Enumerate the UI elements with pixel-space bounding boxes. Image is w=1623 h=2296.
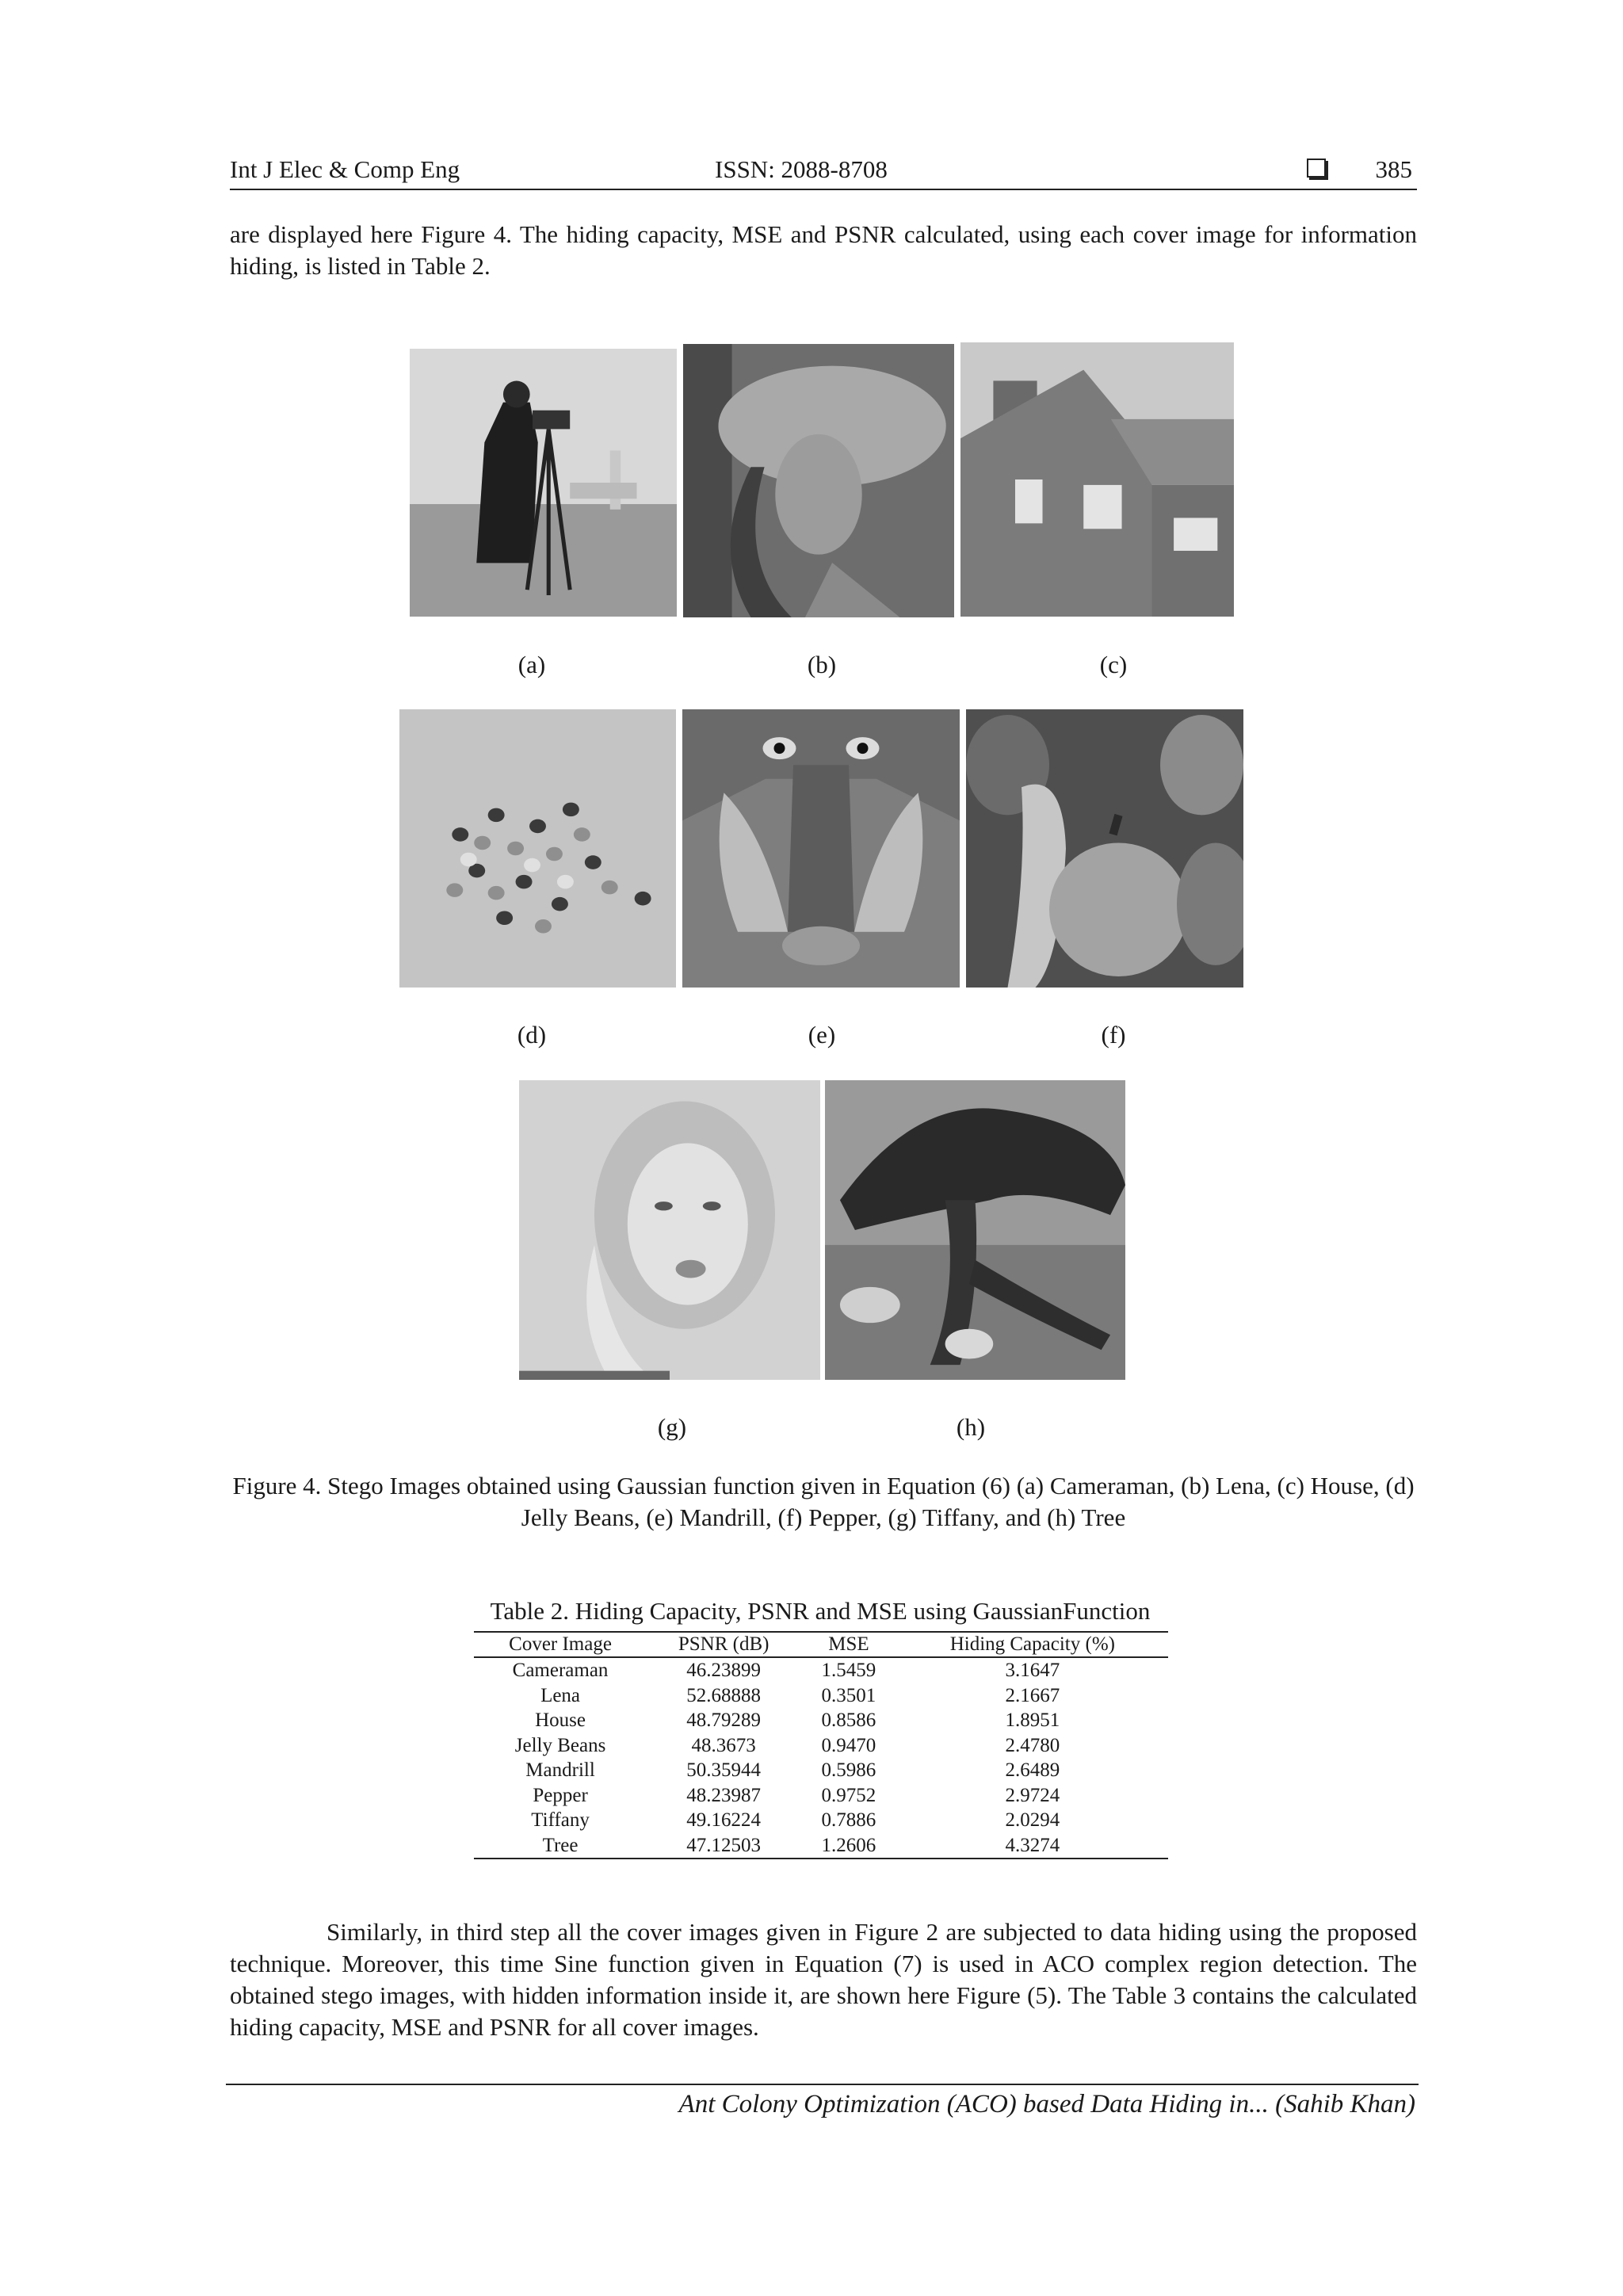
cell: 48.79289 xyxy=(686,1710,762,1731)
results-table xyxy=(474,1631,1168,1859)
cell: House xyxy=(535,1710,586,1731)
cell: 2.0294 xyxy=(1005,1809,1060,1831)
cell: 48.23987 xyxy=(686,1784,762,1806)
cell: 0.9470 xyxy=(821,1734,876,1756)
running-header xyxy=(230,152,1417,190)
journal-name: Int J Elec & Comp Eng xyxy=(230,155,460,183)
cell: 49.16224 xyxy=(686,1809,762,1831)
cell: 47.12503 xyxy=(686,1834,762,1856)
table-row xyxy=(474,1683,1168,1709)
cell: 1.5459 xyxy=(821,1660,876,1681)
page-number: 385 xyxy=(1375,155,1412,183)
footer-divider xyxy=(226,2084,1419,2085)
cell: 4.3274 xyxy=(1005,1834,1060,1856)
figure-caption: Figure 4. Stego Images obtained using Gaussian function given in Equation (6) (a) Cameraman, (b) Lena, (c) House, (d) Jelly Beans, (e) Mandrill, (f) Pepper, (g) Tiffany, and (h) Tree xyxy=(232,1472,1415,1531)
subfigure-label-c: (c) xyxy=(1099,651,1128,678)
checkbox-square-icon xyxy=(1307,159,1326,178)
body-paragraph: Similarly, in third step all the cover images given in Figure 2 are subjected to data hiding using the proposed technique. Moreover, this time Sine function given in Equation (7) is used in ACO complex region detection. The obtained stego images, with hidden information inside it, are shown here Figure (5). The Table 3 contains the calculated hiding capacity, MSE and PSNR for all cover images. xyxy=(230,1918,1417,2041)
table-row xyxy=(474,1733,1168,1759)
intro-paragraph: are displayed here Figure 4. The hiding capacity, MSE and PSNR calculated, using each cover image for information hiding, is listed in Table 2. xyxy=(230,220,1417,280)
table-row xyxy=(474,1657,1168,1683)
cell: 46.23899 xyxy=(686,1660,762,1681)
table-row xyxy=(474,1833,1168,1859)
subfigure-label-a: (a) xyxy=(517,651,546,678)
column-header: MSE xyxy=(800,1632,896,1657)
table-title: Table 2. Hiding Capacity, PSNR and MSE using GaussianFunction xyxy=(490,1597,1151,1625)
cell: 0.5986 xyxy=(821,1759,876,1781)
column-header: Hiding Capacity (%) xyxy=(897,1632,1168,1657)
subfigure-label-g: (g) xyxy=(657,1413,687,1441)
subfigure-label-h: (h) xyxy=(956,1413,986,1441)
mandrill-image xyxy=(682,709,960,988)
subfigure-label-e: (e) xyxy=(808,1021,836,1049)
subfigure-label-f: (f) xyxy=(1101,1021,1126,1049)
cell: Mandrill xyxy=(525,1759,595,1781)
subfigure-label-b: (b) xyxy=(807,651,837,678)
tree-image xyxy=(825,1080,1125,1380)
cell: 48.3673 xyxy=(691,1734,756,1756)
cell: 0.8586 xyxy=(821,1710,876,1731)
jelly-beans-image xyxy=(399,709,676,988)
cameraman-image xyxy=(410,349,677,617)
table-row xyxy=(474,1708,1168,1733)
issn: ISSN: 2088-8708 xyxy=(715,155,888,183)
cell: Lena xyxy=(540,1684,581,1706)
cell: Tree xyxy=(542,1834,579,1856)
cell: Jelly Beans xyxy=(514,1734,606,1756)
column-header: PSNR (dB) xyxy=(647,1632,800,1657)
cell: Tiffany xyxy=(531,1809,590,1831)
cell: 1.2606 xyxy=(821,1834,876,1856)
cell: 0.7886 xyxy=(821,1809,876,1831)
table-row xyxy=(474,1783,1168,1809)
table-row xyxy=(474,1808,1168,1833)
cell: 2.9724 xyxy=(1005,1784,1060,1806)
column-header: Cover Image xyxy=(474,1632,647,1657)
cell: 0.9752 xyxy=(821,1784,876,1806)
cell: 1.8951 xyxy=(1005,1710,1060,1731)
cell: 2.6489 xyxy=(1005,1759,1060,1781)
cell: 0.3501 xyxy=(821,1684,876,1706)
table-header-row xyxy=(474,1632,1168,1657)
cell: 2.4780 xyxy=(1005,1734,1060,1756)
subfigure-label-d: (d) xyxy=(517,1021,547,1049)
cell: Cameraman xyxy=(512,1660,609,1681)
cell: 52.68888 xyxy=(686,1684,762,1706)
house-image xyxy=(960,342,1234,617)
table-row xyxy=(474,1758,1168,1783)
running-footer: Ant Colony Optimization (ACO) based Data Hiding in... (Sahib Khan) xyxy=(678,2090,1415,2118)
lena-image xyxy=(683,344,954,617)
cell: 3.1647 xyxy=(1005,1660,1060,1681)
cell: 50.35944 xyxy=(686,1759,762,1781)
cell: 2.1667 xyxy=(1005,1684,1060,1706)
pepper-image xyxy=(966,709,1243,988)
tiffany-image xyxy=(519,1080,820,1380)
cell: Pepper xyxy=(533,1784,588,1806)
